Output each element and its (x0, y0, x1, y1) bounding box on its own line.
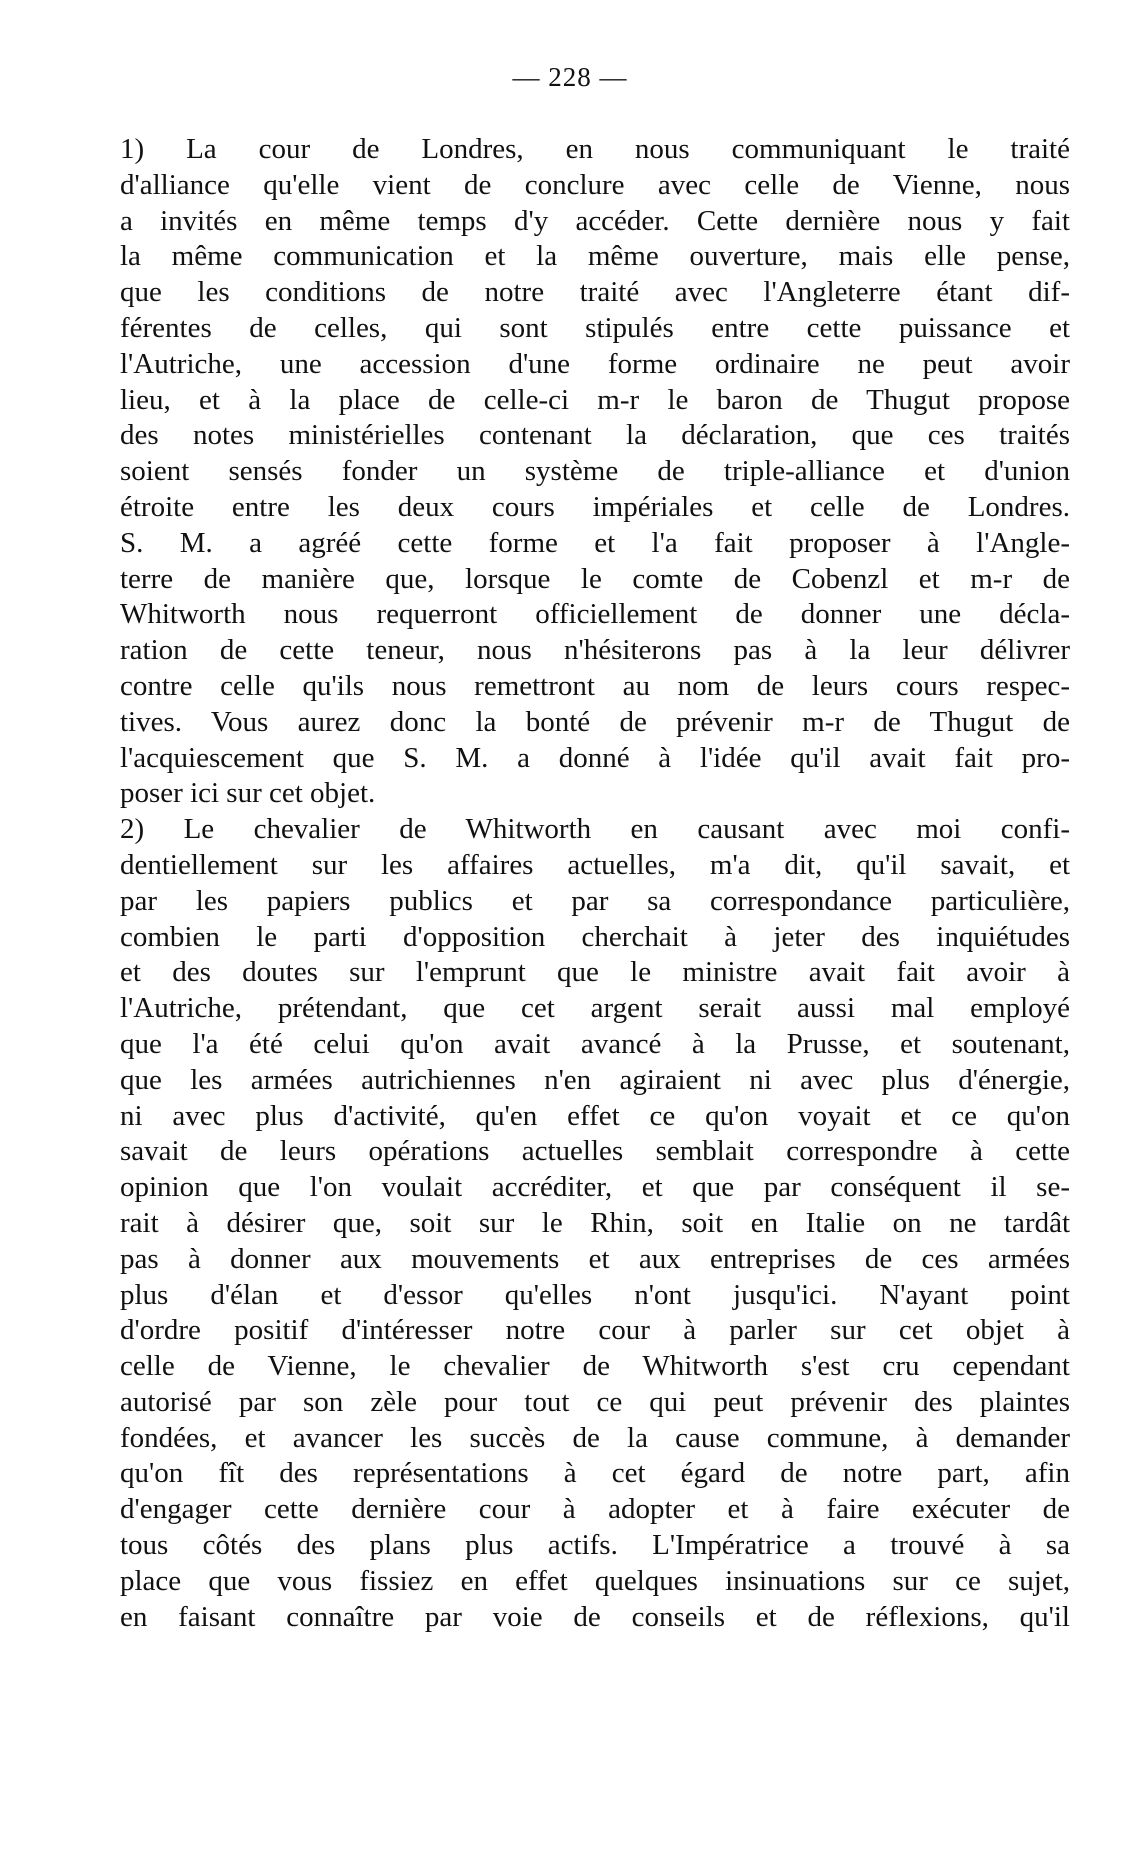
text-line: et des doutes sur l'emprunt que le ministre avait fait avoir à (120, 956, 1070, 989)
text-line: soient sensés fonder un système de triple-alliance et d'union (120, 455, 1070, 488)
text-line: que les conditions de notre traité avec l'Angleterre étant dif- (120, 276, 1070, 309)
page-number: — 228 — (512, 62, 628, 92)
text-line: d'ordre positif d'intéresser notre cour à parler sur cet objet à (120, 1314, 1070, 1347)
text-line: que l'a été celui qu'on avait avancé à la Prusse, et soutenant, (120, 1027, 1070, 1060)
text-line: S. M. a agréé cette forme et l'a fait proposer à l'Angle- (120, 526, 1070, 559)
text-line: ration de cette teneur, nous n'hésiterons pas à la leur délivrer (120, 634, 1070, 667)
text-line: ni avec plus d'activité, qu'en effet ce qu'on voyait et ce qu'on (120, 1099, 1070, 1132)
text-line: dentiellement sur les affaires actuelles, m'a dit, qu'il savait, et (120, 848, 1070, 881)
text-line: contre celle qu'ils nous remettront au nom de leurs cours respec- (120, 669, 1070, 702)
text-line: 1) La cour de Londres, en nous communiquant le traité (120, 133, 1070, 165)
text-line: tives. Vous aurez donc la bonté de prévenir m-r de Thugut de (120, 705, 1070, 738)
text-line: l'Autriche, une accession d'une forme ordinaire ne peut avoir (120, 347, 1070, 380)
text-line: qu'on fît des représentations à cet égard de notre part, afin (120, 1457, 1070, 1490)
text-line: rait à désirer que, soit sur le Rhin, soit en Italie on ne tardât (120, 1206, 1070, 1239)
text-line: tous côtés des plans plus actifs. L'Impératrice a trouvé à sa (120, 1529, 1070, 1562)
text-line: la même communication et la même ouverture, mais elle pense, (120, 240, 1070, 273)
text-line: étroite entre les deux cours impériales et celle de Londres. (120, 490, 1070, 523)
text-line: l'acquiescement que S. M. a donné à l'idée qu'il avait fait pro- (120, 741, 1070, 774)
text-line: l'Autriche, prétendant, que cet argent serait aussi mal employé (120, 992, 1070, 1025)
text-line: férentes de celles, qui sont stipulés entre cette puissance et (120, 311, 1070, 344)
text-line: pas à donner aux mouvements et aux entreprises de ces armées (120, 1242, 1070, 1275)
text-line: lieu, et à la place de celle-ci m-r le baron de Thugut propose (120, 383, 1070, 416)
text-line: plus d'élan et d'essor qu'elles n'ont jusqu'ici. N'ayant point (120, 1278, 1070, 1311)
text-line: par les papiers publics et par sa correspondance particulière, (120, 884, 1070, 917)
body-text (120, 132, 1070, 1635)
text-line: celle de Vienne, le chevalier de Whitworth s'est cru cependant (120, 1350, 1070, 1383)
text-line: opinion que l'on voulait accréditer, et que par conséquent il se- (120, 1171, 1070, 1204)
text-line: d'alliance qu'elle vient de conclure avec celle de Vienne, nous (120, 168, 1070, 201)
text-line: combien le parti d'opposition cherchait à jeter des inquiétudes (120, 920, 1070, 953)
text-line: 2) Le chevalier de Whitworth en causant avec moi confi- (120, 813, 1070, 846)
text-line: poser ici sur cet objet. (120, 777, 376, 810)
text-line: des notes ministérielles contenant la déclaration, que ces traités (120, 419, 1070, 452)
text-line: place que vous fissiez en effet quelques insinuations sur ce sujet, (120, 1564, 1070, 1597)
text-line: d'engager cette dernière cour à adopter et à faire exécuter de (120, 1493, 1070, 1526)
text-line: autorisé par son zèle pour tout ce qui peut prévenir des plaintes (120, 1385, 1070, 1418)
text-line: Whitworth nous requerront officiellement de donner une décla- (120, 598, 1070, 631)
text-line: savait de leurs opérations actuelles semblait correspondre à cette (120, 1135, 1070, 1168)
text-line: terre de manière que, lorsque le comte de Cobenzl et m-r de (120, 562, 1070, 595)
text-line: fondées, et avancer les succès de la cause commune, à demander (120, 1421, 1070, 1454)
text-line: en faisant connaître par voie de conseils et de réflexions, qu'il (120, 1600, 1070, 1633)
text-line: que les armées autrichiennes n'en agiraient ni avec plus d'énergie, (120, 1063, 1070, 1096)
text-line: a invités en même temps d'y accéder. Cette dernière nous y fait (120, 204, 1070, 237)
